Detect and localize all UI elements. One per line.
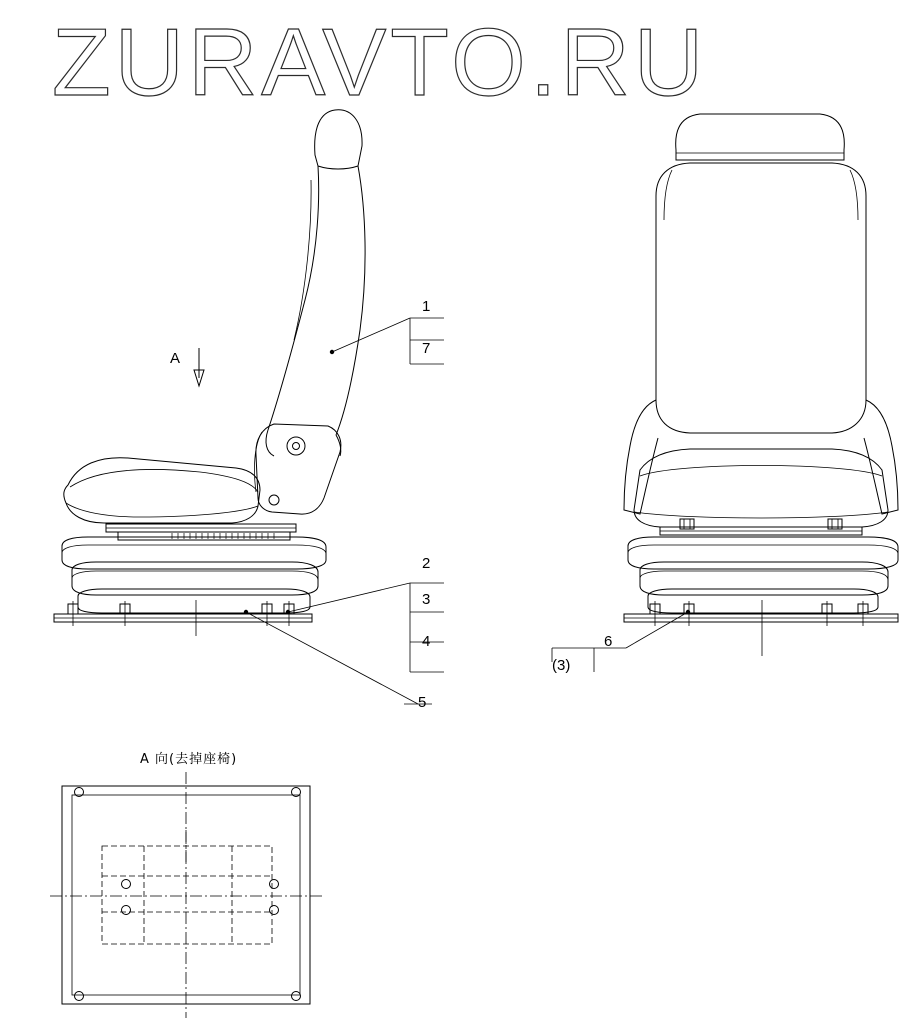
front-view-seat (624, 114, 898, 656)
callout-4: 4 (422, 633, 431, 650)
callout-2: 2 (422, 555, 431, 572)
bottom-view-title: A 向(去掉座椅) (140, 752, 238, 767)
callout-6: 6 (604, 633, 613, 650)
watermark-text: ZURAVTO.RU (52, 9, 708, 116)
callout-1: 1 (422, 298, 431, 315)
callout-5: 5 (418, 694, 427, 711)
leader-lines-front (552, 610, 690, 672)
view-arrow-a (194, 348, 204, 386)
view-arrow-label: A (170, 350, 181, 367)
callout-7: 7 (422, 340, 431, 357)
leader-lines-side (244, 318, 444, 704)
bottom-plate-view (50, 772, 322, 1018)
side-view-seat (54, 110, 365, 636)
callout-3: 3 (422, 591, 431, 608)
callout-3-alt: (3) (552, 657, 571, 674)
